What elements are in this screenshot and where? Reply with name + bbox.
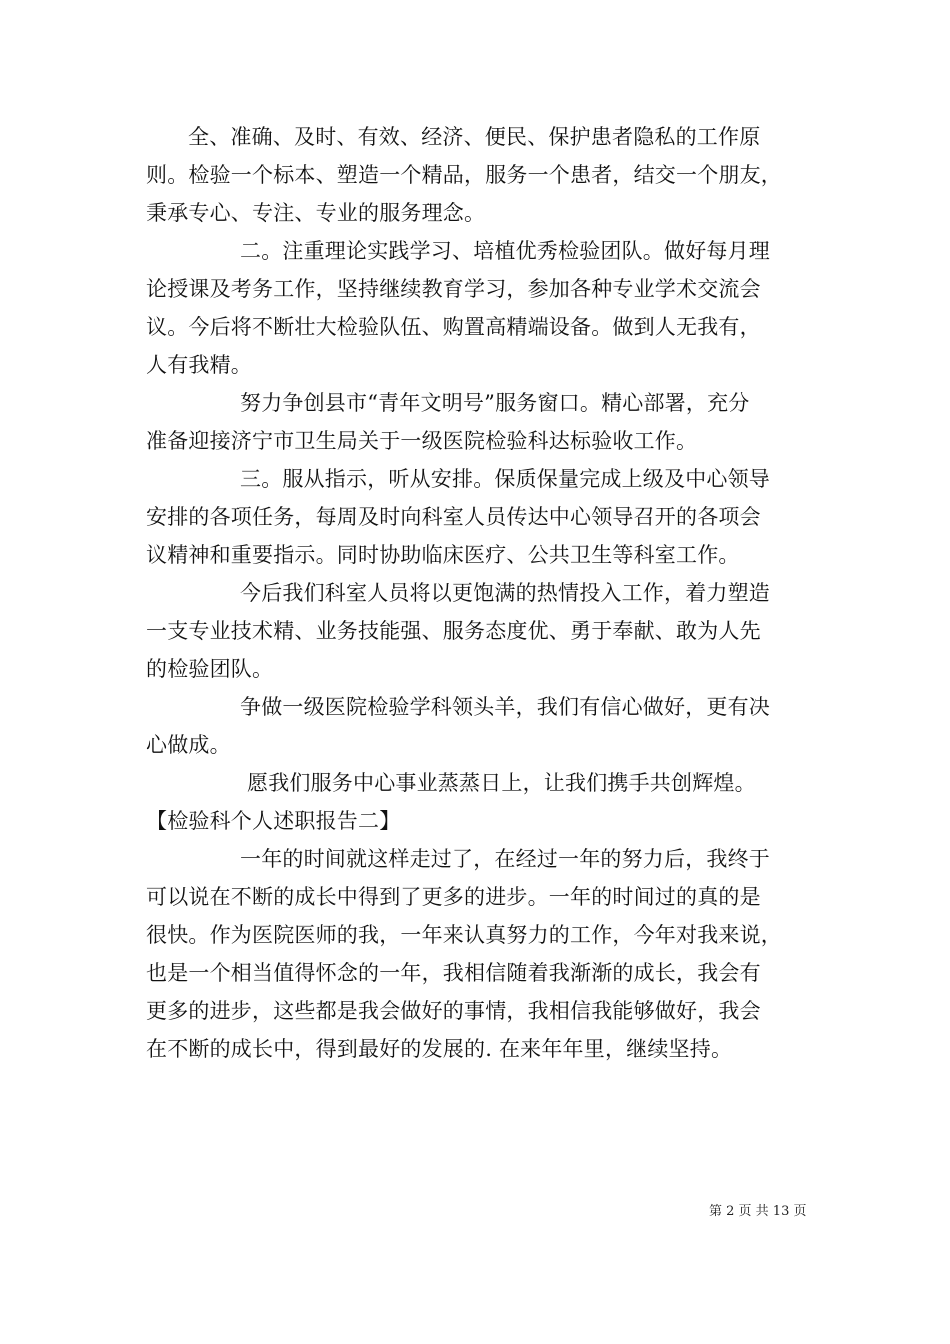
text-line: 一年的时间就这样走过了，在经过一年的努力后，我终于: [240, 847, 770, 871]
text-line: 准备迎接济宁市卫生局关于一级医院检验科达标验收工作。: [146, 429, 698, 453]
text-line: 心做成。: [146, 733, 231, 757]
text-line: 论授课及考务工作，坚持继续教育学习，参加各种专业学术交流会: [146, 277, 761, 301]
document-body: [146, 118, 811, 1068]
text-line: 秉承专心、专注、专业的服务理念。: [146, 201, 486, 225]
text-line: 一支专业技术精、业务技能强、服务态度优、勇于奉献、敢为人先: [146, 619, 761, 643]
text-line: 人有我精。: [146, 353, 252, 377]
text-line: 安排的各项任务，每周及时向科室人员传达中心领导召开的各项会: [146, 505, 761, 529]
text-line: 更多的进步，这些都是我会做好的事情，我相信我能够做好，我会: [146, 999, 761, 1023]
text-line: 则。检验一个标本、塑造一个精品，服务一个患者，结交一个朋友，: [146, 163, 782, 187]
text-line: 二。注重理论实践学习、培植优秀检验团队。做好每月理: [240, 239, 770, 263]
text-line: 三。服从指示，听从安排。保质保量完成上级及中心领导: [240, 467, 770, 491]
text-line: 愿我们服务中心事业蒸蒸日上，让我们携手共创辉煌。: [247, 771, 756, 795]
text-line: 也是一个相当值得怀念的一年，我相信随着我渐渐的成长，我会有: [146, 961, 761, 985]
text-line: 的检验团队。: [146, 657, 274, 681]
page-number: 第 2 页 共 13 页: [709, 1204, 807, 1219]
section-heading: 【检验科个人述职报告二】: [146, 809, 401, 833]
text-line: 在不断的成长中，得到最好的发展的. 在来年年里，继续坚持。: [146, 1037, 733, 1061]
text-line: 议。今后将不断壮大检验队伍、购置高精端设备。做到人无我有，: [146, 315, 761, 339]
text-line: 争做一级医院检验学科领头羊，我们有信心做好，更有决: [240, 695, 770, 719]
text-line: 今后我们科室人员将以更饱满的热情投入工作，着力塑造: [240, 581, 770, 605]
text-line: 议精神和重要指示。同时协助临床医疗、公共卫生等科室工作。: [146, 543, 740, 567]
text-line: 很快。作为医院医师的我，一年来认真努力的工作，今年对我来说，: [146, 923, 782, 947]
text-line: 全、准确、及时、有效、经济、便民、保护患者隐私的工作原: [188, 125, 761, 149]
text-line: 可以说在不断的成长中得到了更多的进步。一年的时间过的真的是: [146, 885, 761, 909]
text-line: 努力争创县市“青年文明号”服务窗口。精心部署，充分: [240, 391, 750, 415]
